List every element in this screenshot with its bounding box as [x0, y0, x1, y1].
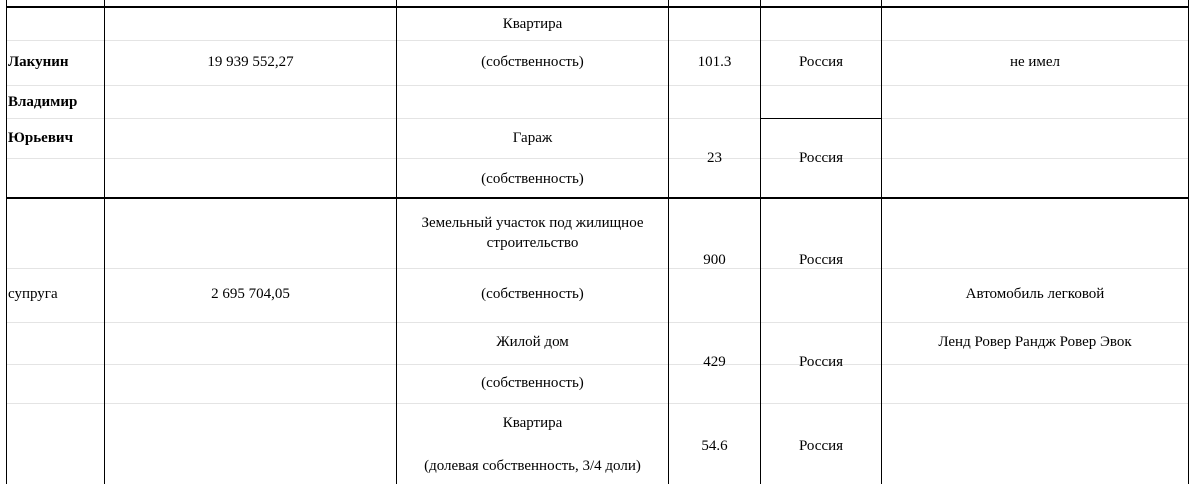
- spouse-label: супруга: [8, 285, 58, 302]
- row-border: [760, 118, 882, 119]
- property-type: Земельный участок под жилищное: [421, 214, 644, 231]
- grid-line: [6, 40, 1188, 41]
- property-country: Россия: [798, 251, 844, 268]
- vehicle-model: Ленд Ровер Рандж Ровер Эвок: [938, 333, 1132, 350]
- grid-line: [6, 268, 1188, 269]
- column-border: [104, 0, 105, 484]
- property-country: Россия: [798, 353, 844, 370]
- row-border: [6, 197, 1189, 199]
- property-country: Россия: [798, 149, 844, 166]
- property-type: Квартира: [502, 15, 563, 32]
- property-ownership: (собственность): [481, 170, 584, 187]
- grid-line: [6, 118, 1188, 119]
- column-border: [881, 0, 882, 484]
- grid-line: [6, 364, 1188, 365]
- property-country: Россия: [798, 437, 844, 454]
- property-area: 900: [703, 251, 726, 268]
- row-border: [6, 6, 1189, 8]
- spouse-income: 2 695 704,05: [211, 285, 290, 302]
- grid-line: [6, 403, 1188, 404]
- vehicles: не имел: [1009, 53, 1061, 70]
- property-area: 23: [707, 149, 722, 166]
- column-border: [668, 0, 669, 484]
- grid-line: [6, 85, 1188, 86]
- property-type: Жилой дом: [496, 333, 569, 350]
- column-border: [760, 0, 761, 484]
- property-area: 429: [703, 353, 726, 370]
- property-ownership: (собственность): [481, 285, 584, 302]
- property-type: Квартира: [502, 414, 563, 431]
- declarant-income: 19 939 552,27: [207, 53, 294, 70]
- property-type: строительство: [486, 234, 579, 251]
- property-ownership: (долевая собственность, 3/4 доли): [424, 457, 641, 474]
- grid-line: [6, 322, 1188, 323]
- property-area: 101.3: [697, 53, 732, 70]
- vehicle-type: Автомобиль легковой: [965, 285, 1105, 302]
- grid-line: [6, 158, 1188, 159]
- property-ownership: (собственность): [481, 53, 584, 70]
- declarant-name-line: Владимир: [8, 93, 78, 110]
- declarant-name-line: Лакунин: [8, 53, 69, 70]
- column-border: [6, 0, 7, 484]
- property-ownership: (собственность): [481, 374, 584, 391]
- column-border: [1188, 0, 1189, 484]
- declarant-name-line: Юрьевич: [8, 129, 74, 146]
- property-type: Гараж: [512, 129, 553, 146]
- property-area: 54.6: [701, 437, 728, 454]
- property-country: Россия: [798, 53, 844, 70]
